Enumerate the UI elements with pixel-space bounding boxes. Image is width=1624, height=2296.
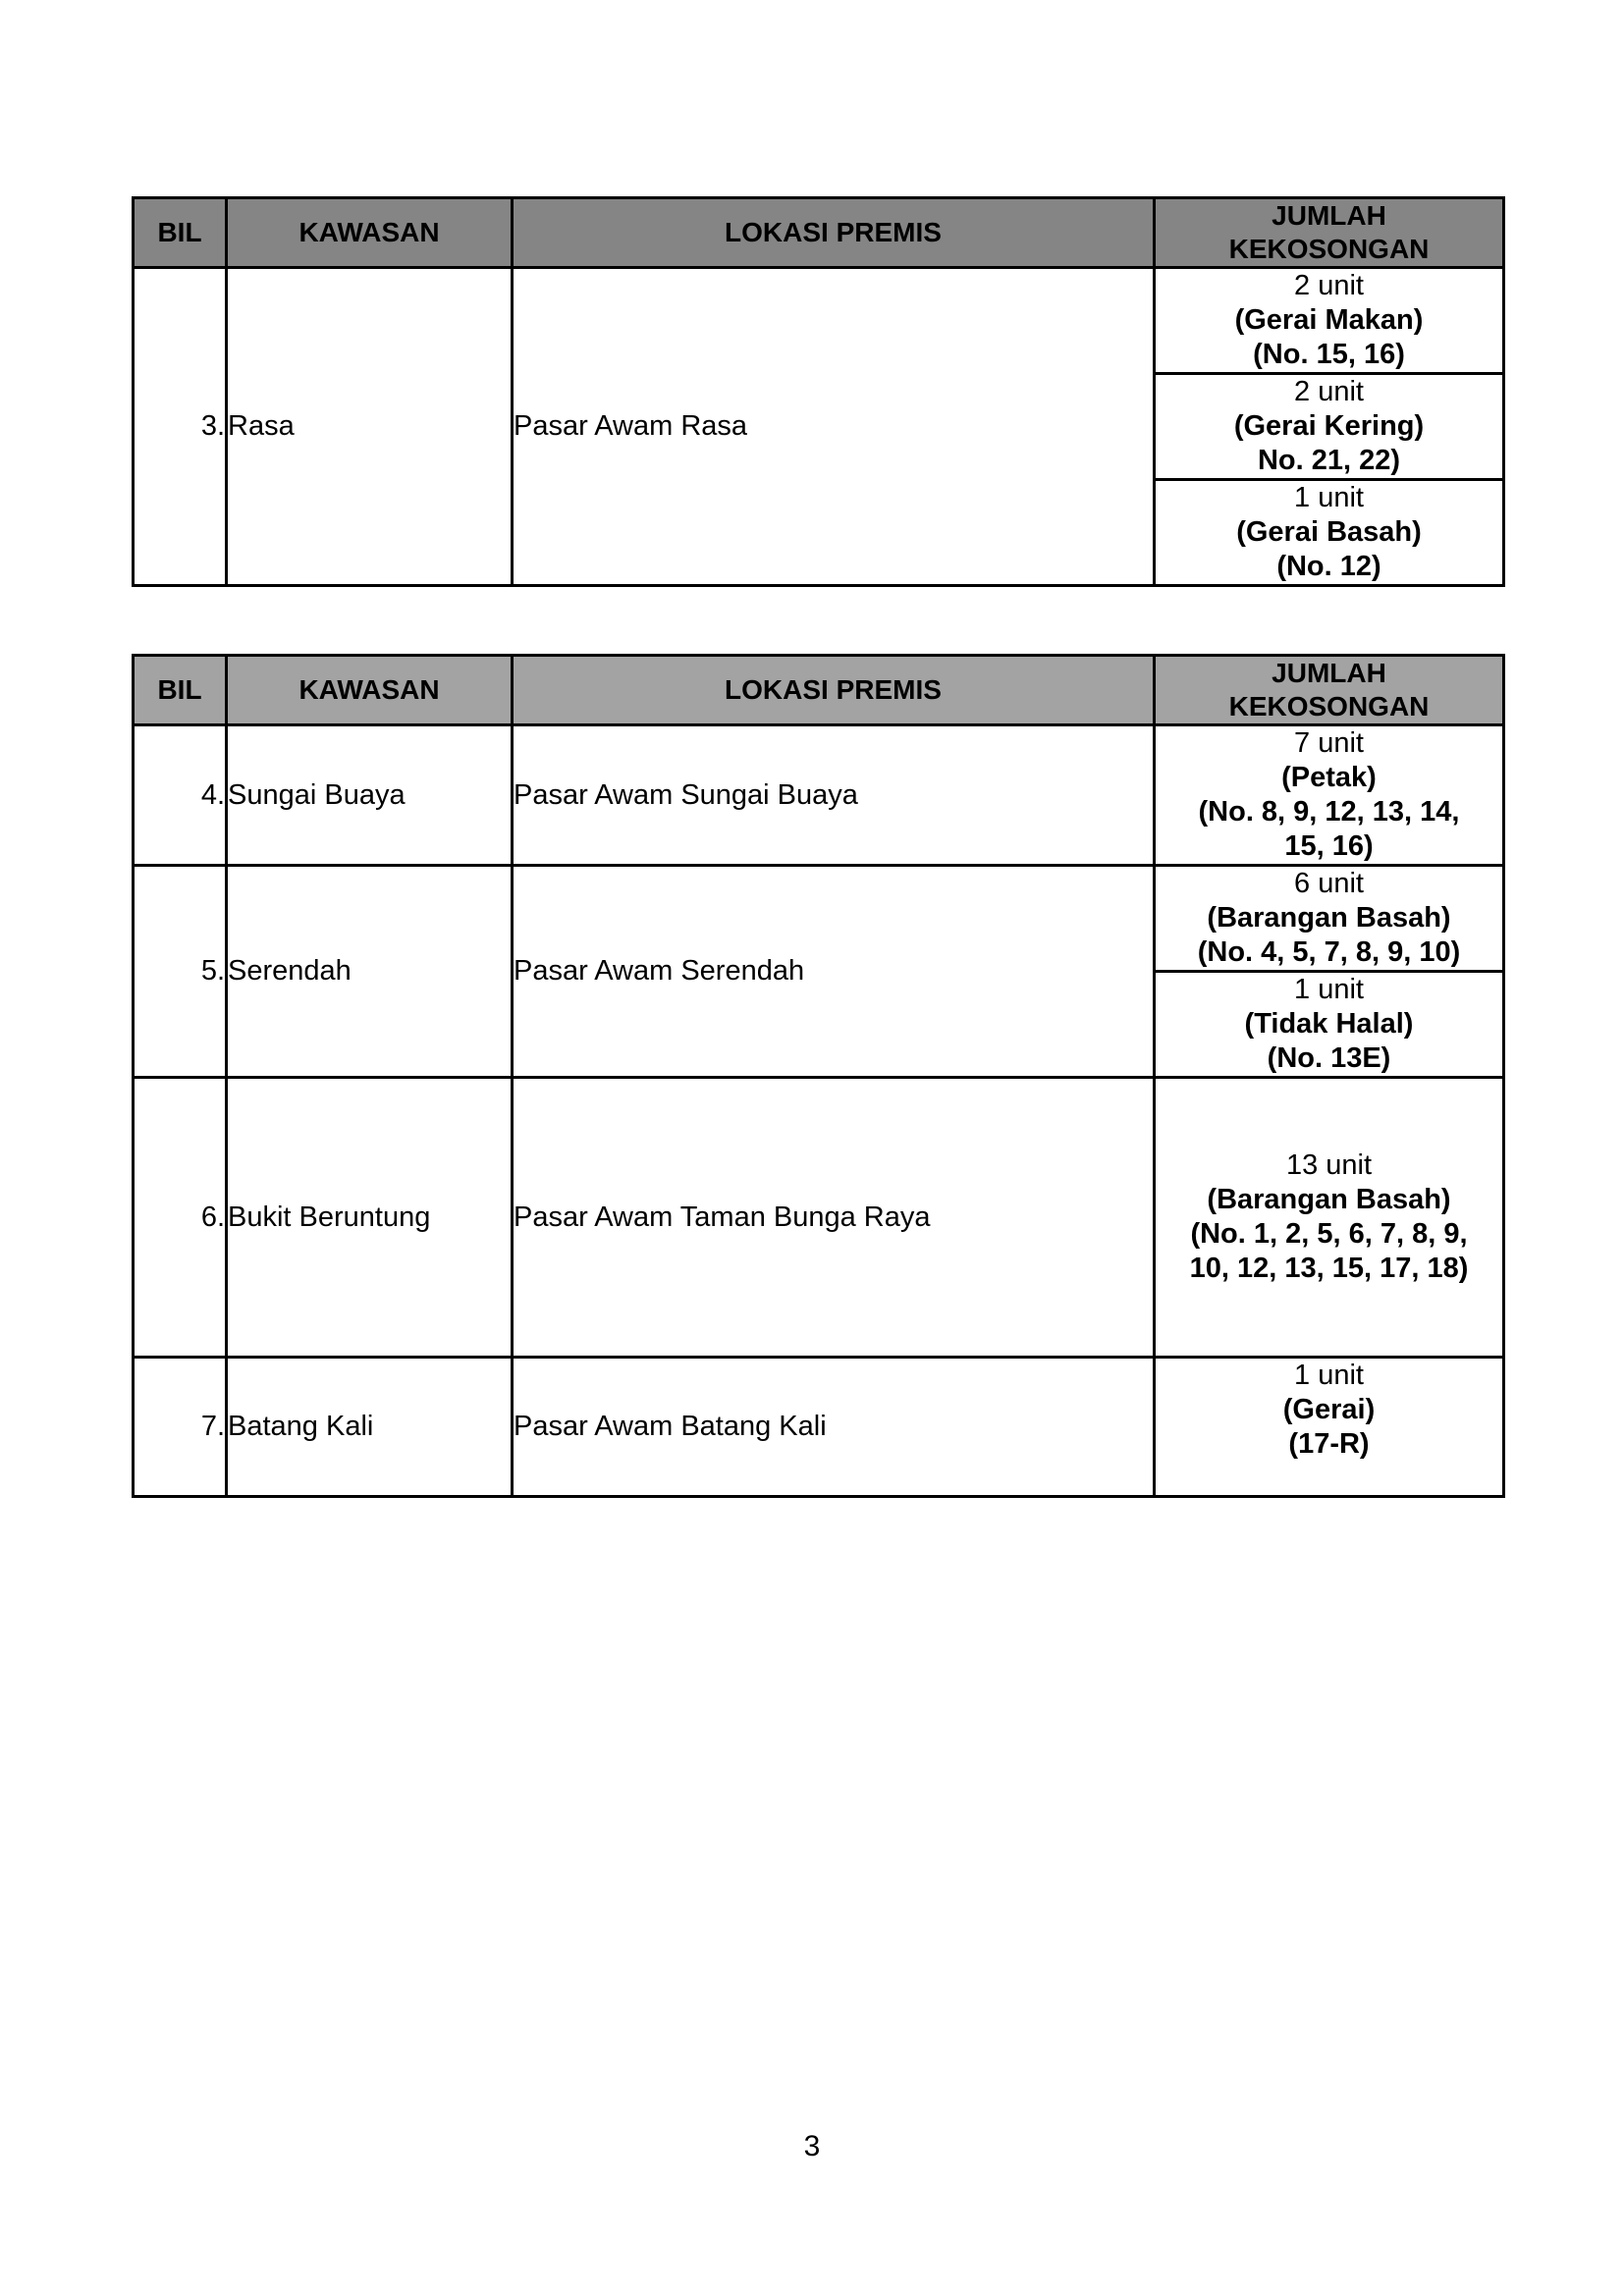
entry-type: (Gerai Makan) bbox=[1234, 304, 1424, 336]
entry-numbers: (No. 13E) bbox=[1267, 1042, 1391, 1074]
header-jumlah-line2: KEKOSONGAN bbox=[1228, 234, 1430, 264]
table-header-row bbox=[134, 198, 1504, 268]
cell-jumlah-entry bbox=[1155, 972, 1504, 1078]
header-lokasi-premis: LOKASI PREMIS bbox=[513, 656, 1155, 725]
cell-kawasan: Batang Kali bbox=[227, 1358, 513, 1497]
entry-type: (Gerai) bbox=[1282, 1394, 1376, 1425]
entry-type: (Gerai Kering) bbox=[1233, 410, 1425, 442]
table-header-row bbox=[134, 656, 1504, 725]
cell-bil: 5. bbox=[134, 866, 227, 1078]
entry-count: 2 unit bbox=[1294, 270, 1364, 301]
entry-numbers: (No. 4, 5, 7, 8, 9, 10) bbox=[1197, 936, 1461, 968]
entry-numbers-line1: (No. 8, 9, 12, 13, 14, bbox=[1198, 796, 1460, 828]
header-jumlah-kekosongan bbox=[1155, 656, 1504, 725]
vacancy-table-2 bbox=[132, 654, 1505, 1498]
entry-type: (Barangan Basah) bbox=[1207, 1184, 1451, 1215]
entry-type: (Gerai Basah) bbox=[1236, 516, 1422, 548]
cell-lokasi: Pasar Awam Batang Kali bbox=[513, 1358, 1155, 1497]
entry-type: (Barangan Basah) bbox=[1207, 902, 1451, 934]
cell-jumlah-entry bbox=[1155, 725, 1504, 866]
table-row bbox=[134, 725, 1504, 866]
cell-jumlah-entry bbox=[1155, 374, 1504, 480]
header-kawasan: KAWASAN bbox=[227, 198, 513, 268]
cell-lokasi: Pasar Awam Taman Bunga Raya bbox=[513, 1078, 1155, 1358]
cell-bil: 3. bbox=[134, 268, 227, 586]
cell-lokasi: Pasar Awam Rasa bbox=[513, 268, 1155, 586]
table-row bbox=[134, 1358, 1504, 1497]
cell-bil: 6. bbox=[134, 1078, 227, 1358]
cell-jumlah-entry bbox=[1155, 480, 1504, 586]
header-kawasan: KAWASAN bbox=[227, 656, 513, 725]
entry-numbers: No. 21, 22) bbox=[1257, 445, 1401, 476]
cell-jumlah-entry bbox=[1155, 1078, 1504, 1358]
header-bil: BIL bbox=[134, 656, 227, 725]
cell-lokasi: Pasar Awam Sungai Buaya bbox=[513, 725, 1155, 866]
cell-bil: 4. bbox=[134, 725, 227, 866]
entry-count: 6 unit bbox=[1294, 868, 1364, 899]
entry-count: 13 unit bbox=[1285, 1149, 1373, 1181]
entry-numbers: (No. 12) bbox=[1276, 551, 1381, 582]
cell-kawasan: Rasa bbox=[227, 268, 513, 586]
header-jumlah-kekosongan bbox=[1155, 198, 1504, 268]
entry-count: 1 unit bbox=[1294, 482, 1364, 513]
entry-numbers-line2: 15, 16) bbox=[1284, 830, 1374, 862]
vacancy-table-1 bbox=[132, 196, 1505, 587]
entry-numbers-line1: (No. 1, 2, 5, 6, 7, 8, 9, bbox=[1190, 1218, 1468, 1250]
cell-lokasi: Pasar Awam Serendah bbox=[513, 866, 1155, 1078]
header-bil: BIL bbox=[134, 198, 227, 268]
cell-kawasan: Sungai Buaya bbox=[227, 725, 513, 866]
entry-type: (Tidak Halal) bbox=[1244, 1008, 1414, 1040]
entry-count: 7 unit bbox=[1294, 727, 1364, 759]
table-row bbox=[134, 268, 1504, 374]
entry-numbers: (17-R) bbox=[1288, 1428, 1370, 1460]
entry-numbers-line2: 10, 12, 13, 15, 17, 18) bbox=[1189, 1253, 1469, 1284]
cell-kawasan: Bukit Beruntung bbox=[227, 1078, 513, 1358]
entry-count: 2 unit bbox=[1294, 376, 1364, 407]
entry-numbers: (No. 15, 16) bbox=[1253, 339, 1405, 370]
header-jumlah-line2: KEKOSONGAN bbox=[1228, 691, 1430, 721]
cell-jumlah-entry bbox=[1155, 1358, 1504, 1497]
entry-type: (Petak) bbox=[1281, 762, 1377, 793]
table-row bbox=[134, 1078, 1504, 1358]
cell-jumlah-entry bbox=[1155, 268, 1504, 374]
header-jumlah-line1: JUMLAH bbox=[1272, 200, 1386, 231]
cell-kawasan: Serendah bbox=[227, 866, 513, 1078]
header-jumlah-line1: JUMLAH bbox=[1272, 658, 1386, 688]
entry-count: 1 unit bbox=[1294, 1360, 1364, 1391]
table-row bbox=[134, 866, 1504, 972]
entry-count: 1 unit bbox=[1294, 974, 1364, 1005]
cell-jumlah-entry bbox=[1155, 866, 1504, 972]
page-number: 3 bbox=[803, 2130, 821, 2163]
header-lokasi-premis: LOKASI PREMIS bbox=[513, 198, 1155, 268]
cell-bil: 7. bbox=[134, 1358, 227, 1497]
